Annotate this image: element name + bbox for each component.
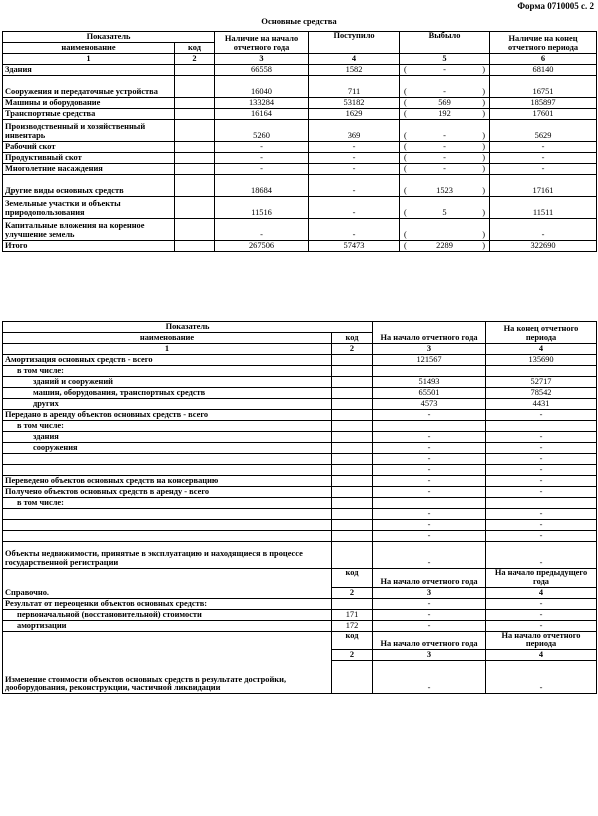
fixed-assets-rows bbox=[3, 65, 597, 252]
asset-out: - bbox=[443, 164, 446, 174]
colnum: 2 bbox=[175, 54, 215, 65]
row-name: в том числе: bbox=[3, 498, 332, 509]
amortization-row bbox=[3, 509, 597, 520]
asset-out-cell: ( - ) bbox=[400, 65, 490, 76]
asset-code bbox=[175, 175, 215, 197]
amortization-row bbox=[3, 399, 597, 410]
row-end bbox=[486, 366, 597, 377]
asset-out-cell: ( 1523 ) bbox=[400, 175, 490, 197]
asset-out: 569 bbox=[438, 98, 451, 108]
asset-in: 53182 bbox=[309, 98, 400, 109]
revaluation-prev: - bbox=[486, 609, 597, 620]
asset-code bbox=[175, 76, 215, 98]
row-end: - bbox=[486, 487, 597, 498]
asset-code bbox=[175, 98, 215, 109]
colnum: 3 bbox=[215, 54, 309, 65]
row-code bbox=[332, 399, 373, 410]
revaluation-prev: - bbox=[486, 620, 597, 631]
asset-end: 185897 bbox=[490, 98, 597, 109]
row-start: 4573 bbox=[373, 399, 486, 410]
asset-in: 711 bbox=[309, 76, 400, 98]
asset-name: Продуктивный скот bbox=[3, 153, 175, 164]
form-number: Форма 0710005 с. 2 bbox=[517, 1, 594, 11]
asset-name: Транспортные средства bbox=[3, 109, 175, 120]
row-code bbox=[332, 498, 373, 509]
asset-out-cell: ( 569 ) bbox=[400, 98, 490, 109]
row-start: - bbox=[373, 476, 486, 487]
amortization-row bbox=[3, 377, 597, 388]
asset-code bbox=[175, 153, 215, 164]
amortization-row bbox=[3, 476, 597, 487]
colnum: 1 bbox=[3, 54, 175, 65]
row-start bbox=[373, 421, 486, 432]
row-start: - bbox=[373, 443, 486, 454]
row-name: в том числе: bbox=[3, 421, 332, 432]
asset-code bbox=[175, 109, 215, 120]
amortization-row bbox=[3, 388, 597, 399]
change-label: Изменение стоимости объектов основных средств в результате достройки, дооборудования, реконструкции, частичной ликвидации bbox=[3, 631, 332, 694]
asset-end: - bbox=[490, 153, 597, 164]
asset-end: - bbox=[490, 219, 597, 241]
asset-out-cell: ( 5 ) bbox=[400, 197, 490, 219]
asset-name: Сооружения и передаточные устройства bbox=[3, 76, 175, 98]
asset-in: - bbox=[309, 197, 400, 219]
reference-title: Справочно. bbox=[3, 569, 332, 599]
row-name: Передано в аренду объектов основных средств - всего bbox=[3, 410, 332, 421]
row-code bbox=[332, 432, 373, 443]
amortization-rows bbox=[3, 355, 597, 542]
row-end: - bbox=[486, 465, 597, 476]
asset-start: 18684 bbox=[215, 175, 309, 197]
row-end: - bbox=[486, 454, 597, 465]
asset-out: 2289 bbox=[436, 241, 453, 251]
header-indicator: Показатель bbox=[3, 322, 373, 333]
amortization-row bbox=[3, 465, 597, 476]
asset-out-cell: ( ) bbox=[400, 219, 490, 241]
asset-start: - bbox=[215, 164, 309, 175]
row-start: - bbox=[373, 454, 486, 465]
dash: - bbox=[486, 598, 597, 609]
asset-out-cell: ( 2289 ) bbox=[400, 241, 490, 252]
row-name: Амортизация основных средств - всего bbox=[3, 355, 332, 366]
row-name: Получено объектов основных средств в аренду - всего bbox=[3, 487, 332, 498]
asset-start: 133284 bbox=[215, 98, 309, 109]
revaluation-row: амортизации bbox=[3, 620, 332, 631]
row-code bbox=[332, 465, 373, 476]
row-end: 4431 bbox=[486, 399, 597, 410]
row-end bbox=[486, 498, 597, 509]
asset-end: 16751 bbox=[490, 76, 597, 98]
change-num: 2 bbox=[332, 650, 373, 661]
asset-out: - bbox=[443, 153, 446, 163]
row-name bbox=[3, 465, 332, 476]
asset-start: 267506 bbox=[215, 241, 309, 252]
colnum: 6 bbox=[490, 54, 597, 65]
row-code bbox=[332, 443, 373, 454]
asset-row bbox=[3, 219, 597, 241]
asset-start: 66558 bbox=[215, 65, 309, 76]
row-name bbox=[3, 454, 332, 465]
asset-row bbox=[3, 197, 597, 219]
row-name: сооружения bbox=[3, 443, 332, 454]
revaluation-start: - bbox=[373, 609, 486, 620]
row-name: в том числе: bbox=[3, 366, 332, 377]
header-in: Поступило bbox=[309, 32, 400, 54]
asset-out: - bbox=[443, 87, 446, 97]
amortization-row bbox=[3, 421, 597, 432]
row-end: - bbox=[486, 410, 597, 421]
row-name bbox=[3, 531, 332, 542]
asset-in: - bbox=[309, 219, 400, 241]
row-start: - bbox=[373, 410, 486, 421]
row-name: здания bbox=[3, 432, 332, 443]
asset-in: - bbox=[309, 153, 400, 164]
asset-code bbox=[175, 164, 215, 175]
asset-name: Здания bbox=[3, 65, 175, 76]
row-start: - bbox=[373, 487, 486, 498]
asset-start: 16164 bbox=[215, 109, 309, 120]
row-code bbox=[332, 421, 373, 432]
row-code bbox=[332, 520, 373, 531]
revaluation-code: 172 bbox=[332, 620, 373, 631]
section-title: Основные средства bbox=[261, 16, 337, 26]
asset-out-cell: ( - ) bbox=[400, 142, 490, 153]
row-end: 135690 bbox=[486, 355, 597, 366]
row-start bbox=[373, 366, 486, 377]
asset-out: - bbox=[443, 65, 446, 75]
row-start: - bbox=[373, 531, 486, 542]
row-start: - bbox=[373, 432, 486, 443]
asset-in: 1629 bbox=[309, 109, 400, 120]
row-end: - bbox=[486, 432, 597, 443]
asset-start: 11516 bbox=[215, 197, 309, 219]
asset-name: Производственный и хозяйственный инвентарь bbox=[3, 120, 175, 142]
asset-row bbox=[3, 120, 597, 142]
realty-end: - bbox=[486, 542, 597, 569]
revaluation-title: Результат от переоценки объектов основных средств: bbox=[3, 598, 332, 609]
row-start: 65501 bbox=[373, 388, 486, 399]
asset-out: - bbox=[443, 142, 446, 152]
asset-code bbox=[175, 241, 215, 252]
ref-header-start: На начало отчетного года bbox=[373, 569, 486, 588]
asset-code bbox=[175, 142, 215, 153]
change-num: 3 bbox=[373, 650, 486, 661]
row-start: 121567 bbox=[373, 355, 486, 366]
revaluation-code: 171 bbox=[332, 609, 373, 620]
row-start: 51493 bbox=[373, 377, 486, 388]
realty-start: - bbox=[373, 542, 486, 569]
row-code bbox=[332, 509, 373, 520]
change-header-start: На начало отчетного года bbox=[373, 631, 486, 650]
ref-num: 4 bbox=[486, 587, 597, 598]
asset-start: - bbox=[215, 219, 309, 241]
row-name: машин, оборудования, транспортных средств bbox=[3, 388, 332, 399]
colnum: 4 bbox=[486, 344, 597, 355]
amortization-row bbox=[3, 487, 597, 498]
asset-end: 17161 bbox=[490, 175, 597, 197]
header-indicator: Показатель bbox=[3, 32, 215, 43]
header-start: На начало отчетного года bbox=[373, 322, 486, 344]
row-code bbox=[332, 487, 373, 498]
asset-out: 192 bbox=[438, 109, 451, 119]
amortization-row bbox=[3, 498, 597, 509]
change-num: 4 bbox=[486, 650, 597, 661]
row-code bbox=[332, 476, 373, 487]
asset-code bbox=[175, 120, 215, 142]
asset-row bbox=[3, 76, 597, 98]
asset-end: 68140 bbox=[490, 65, 597, 76]
amortization-row bbox=[3, 366, 597, 377]
amortization-table bbox=[2, 321, 597, 694]
header-code: код bbox=[332, 333, 373, 344]
amortization-row bbox=[3, 531, 597, 542]
asset-out-cell: ( 192 ) bbox=[400, 109, 490, 120]
header-out: Выбыло bbox=[400, 32, 490, 54]
asset-in: 369 bbox=[309, 120, 400, 142]
row-end bbox=[486, 421, 597, 432]
asset-end: 322690 bbox=[490, 241, 597, 252]
asset-code bbox=[175, 219, 215, 241]
asset-row bbox=[3, 142, 597, 153]
row-name: зданий и сооружений bbox=[3, 377, 332, 388]
asset-out: 5 bbox=[442, 208, 447, 218]
asset-name: Другие виды основных средств bbox=[3, 175, 175, 197]
asset-row bbox=[3, 153, 597, 164]
asset-name: Машины и оборудование bbox=[3, 98, 175, 109]
row-code bbox=[332, 377, 373, 388]
row-end: - bbox=[486, 520, 597, 531]
row-end: - bbox=[486, 531, 597, 542]
colnum: 5 bbox=[400, 54, 490, 65]
asset-start: - bbox=[215, 142, 309, 153]
asset-out-cell: ( - ) bbox=[400, 76, 490, 98]
asset-name: Многолетние насаждения bbox=[3, 164, 175, 175]
asset-out-cell: ( - ) bbox=[400, 164, 490, 175]
amortization-row bbox=[3, 355, 597, 366]
colnum: 4 bbox=[309, 54, 400, 65]
ref-num: 3 bbox=[373, 587, 486, 598]
asset-row bbox=[3, 164, 597, 175]
asset-end: - bbox=[490, 164, 597, 175]
asset-in: - bbox=[309, 142, 400, 153]
fixed-assets-table bbox=[2, 31, 597, 252]
amortization-row bbox=[3, 410, 597, 421]
row-code bbox=[332, 410, 373, 421]
header-end: Наличие на конец отчетного периода bbox=[490, 32, 597, 54]
asset-start: - bbox=[215, 153, 309, 164]
amortization-row bbox=[3, 454, 597, 465]
asset-name: Капитальные вложения на коренное улучшение земель bbox=[3, 219, 175, 241]
asset-end: 5629 bbox=[490, 120, 597, 142]
ref-num: 2 bbox=[332, 587, 373, 598]
realty-label: Объекты недвижимости, принятые в эксплуатацию и находящиеся в процессе государственной регистрации bbox=[3, 542, 332, 569]
row-code bbox=[332, 531, 373, 542]
asset-row bbox=[3, 175, 597, 197]
asset-code bbox=[175, 197, 215, 219]
header-end: На конец отчетного периода bbox=[486, 322, 597, 344]
row-end: 52717 bbox=[486, 377, 597, 388]
row-code bbox=[332, 366, 373, 377]
row-code bbox=[332, 388, 373, 399]
asset-name: Итого bbox=[3, 241, 175, 252]
row-name bbox=[3, 520, 332, 531]
asset-in: 1582 bbox=[309, 65, 400, 76]
header-name: наименование bbox=[3, 333, 332, 344]
header-name: наименование bbox=[3, 43, 175, 54]
change-header-end: На начало отчетного периода bbox=[486, 631, 597, 650]
asset-in: - bbox=[309, 164, 400, 175]
row-end: - bbox=[486, 509, 597, 520]
asset-end: 11511 bbox=[490, 197, 597, 219]
row-name bbox=[3, 509, 332, 520]
row-code bbox=[332, 355, 373, 366]
row-end: - bbox=[486, 476, 597, 487]
change-header-code: код bbox=[332, 631, 373, 650]
colnum: 3 bbox=[373, 344, 486, 355]
header-start: Наличие на начало отчетного года bbox=[215, 32, 309, 54]
row-start: - bbox=[373, 509, 486, 520]
change-end: - bbox=[486, 661, 597, 694]
asset-name: Земельные участки и объекты природопользования bbox=[3, 197, 175, 219]
header-code: код bbox=[175, 43, 215, 54]
asset-start: 5260 bbox=[215, 120, 309, 142]
row-name: Переведено объектов основных средств на консервацию bbox=[3, 476, 332, 487]
asset-in: - bbox=[309, 175, 400, 197]
dash: - bbox=[373, 598, 486, 609]
asset-in: 57473 bbox=[309, 241, 400, 252]
asset-out-cell: ( - ) bbox=[400, 153, 490, 164]
asset-code bbox=[175, 65, 215, 76]
revaluation-row: первоначальной (восстановительной) стоимости bbox=[3, 609, 332, 620]
asset-out: - bbox=[443, 131, 446, 141]
row-name: других bbox=[3, 399, 332, 410]
asset-end: - bbox=[490, 142, 597, 153]
row-start: - bbox=[373, 520, 486, 531]
asset-row bbox=[3, 98, 597, 109]
asset-name: Рабочий скот bbox=[3, 142, 175, 153]
ref-header-code: код bbox=[332, 569, 373, 588]
colnum: 2 bbox=[332, 344, 373, 355]
row-code bbox=[332, 454, 373, 465]
change-start: - bbox=[373, 661, 486, 694]
asset-out-cell: ( - ) bbox=[400, 120, 490, 142]
revaluation-start: - bbox=[373, 620, 486, 631]
asset-end: 17601 bbox=[490, 109, 597, 120]
row-end: 78542 bbox=[486, 388, 597, 399]
amortization-row bbox=[3, 520, 597, 531]
row-end: - bbox=[486, 443, 597, 454]
ref-header-prev: На начало предыдущего года bbox=[486, 569, 597, 588]
row-start bbox=[373, 498, 486, 509]
amortization-row bbox=[3, 432, 597, 443]
row-start: - bbox=[373, 465, 486, 476]
colnum: 1 bbox=[3, 344, 332, 355]
asset-out: 1523 bbox=[436, 186, 453, 196]
asset-row bbox=[3, 109, 597, 120]
asset-row bbox=[3, 65, 597, 76]
amortization-row bbox=[3, 443, 597, 454]
asset-row bbox=[3, 241, 597, 252]
asset-start: 16040 bbox=[215, 76, 309, 98]
